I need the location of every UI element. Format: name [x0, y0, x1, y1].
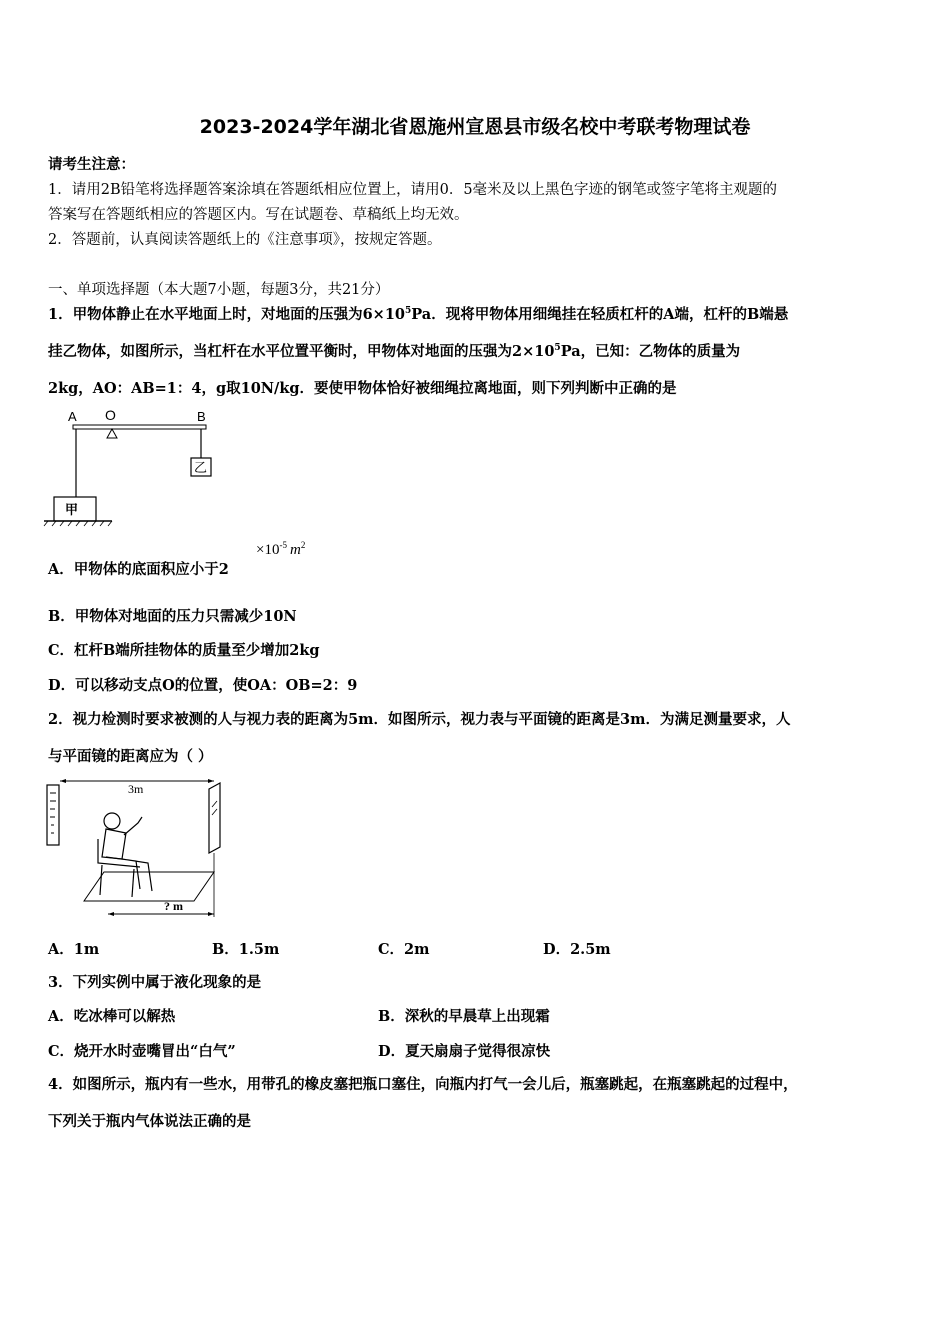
q1-stem-line-2: 挂乙物体，如图所示，当杠杆在水平位置平衡时，甲物体对地面的压强为$2\times 10^5Pa$，已知：乙物体的质量为	[48, 343, 741, 360]
q1-option-a[interactable]: A．甲物体的底面积应小于2	[48, 561, 229, 578]
q1-stem-line-1: 1．甲物体静止在水平地面上时，对地面的压强为$6\times 10^5Pa$．现将甲物体用细绳挂在轻质杠杆的A端，杠杆的B端悬	[48, 306, 789, 323]
person-arm	[124, 817, 142, 835]
label-yi: 乙	[194, 461, 208, 476]
q1-option-a-formula: $\times 10^{-5}$ $m^2$	[256, 540, 306, 558]
q3-stem: 3．下列实例中属于液化现象的是	[48, 974, 262, 991]
notice-item-2: 2．答题前，认真阅读答题纸上的《注意事项》，按规定答题。	[48, 232, 442, 248]
q2-option-b[interactable]: B．1.5m	[212, 941, 280, 958]
notice-heading: 请考生注意：	[48, 156, 135, 173]
q2-stem-line-2: 与平面镜的距离应为（ ）	[48, 748, 213, 765]
notice-item-1-line-1: 1．请用2B铅笔将选择题答案涂填在答题纸相应位置上，请用0．5毫米及以上黑色字迹的钢笔或签字笔将主观题的	[48, 182, 778, 198]
q2-option-d[interactable]: D．2.5m	[543, 941, 611, 958]
q1-option-c[interactable]: C．杠杆B端所挂物体的质量至少增加2kg	[48, 642, 320, 659]
eye-chart	[47, 785, 59, 845]
q3-option-c[interactable]: C．烧开水时壶嘴冒出“白气”	[48, 1043, 236, 1060]
floor-mat	[84, 872, 214, 901]
label-o: O	[105, 407, 116, 423]
eye-test-figure	[44, 777, 236, 922]
q2-stem-line-1: 2．视力检测时要求被测的人与视力表的距离为5m．如图所示，视力表与平面镜的距离是3m．为满足测量要求，人	[48, 711, 791, 728]
q3-option-b[interactable]: B．深秋的早晨草上出现霜	[378, 1008, 550, 1025]
lever-bar	[73, 425, 206, 429]
label-qm: ? m	[164, 899, 183, 913]
q1-option-b[interactable]: B．甲物体对地面的压力只需减少10N	[48, 608, 297, 625]
q3-option-a[interactable]: A．吃冰棒可以解热	[48, 1008, 176, 1025]
mirror	[209, 783, 220, 853]
q1-option-d[interactable]: D．可以移动支点O的位置，使OA：OB=2：9	[48, 677, 358, 694]
person-body	[102, 829, 126, 859]
person-head	[104, 813, 120, 829]
q4-stem-line-1: 4．如图所示，瓶内有一些水，用带孔的橡皮塞把瓶口塞住，向瓶内打气一会儿后，瓶塞跳起，在瓶塞跳起的过程中，	[48, 1076, 798, 1093]
notice-item-1-line-2: 答案写在答题纸相应的答题区内。写在试题卷、草稿纸上均无效。	[48, 207, 469, 223]
q1-stem-line-3: 2kg，AO：AB=1：4，g取10N/kg．要使甲物体恰好被细绳拉离地面，则下列判断中正确的是	[48, 380, 677, 397]
section-heading: 一、单项选择题（本大题7小题，每题3分，共21分）	[48, 282, 390, 298]
label-3m: 3m	[128, 782, 144, 796]
page-title: 2023-2024学年湖北省恩施州宣恩县市级名校中考联考物理试卷	[199, 116, 751, 138]
q2-option-c[interactable]: C．2m	[378, 941, 430, 958]
label-b: B	[197, 409, 206, 424]
lever-figure	[40, 405, 220, 530]
fulcrum-triangle	[107, 429, 117, 438]
q4-stem-line-2: 下列关于瓶内气体说法正确的是	[48, 1113, 251, 1130]
label-a: A	[68, 409, 77, 424]
label-jia: 甲	[65, 503, 79, 518]
q2-option-a[interactable]: A．1m	[48, 941, 100, 958]
q3-option-d[interactable]: D．夏天扇扇子觉得很凉快	[378, 1043, 551, 1060]
